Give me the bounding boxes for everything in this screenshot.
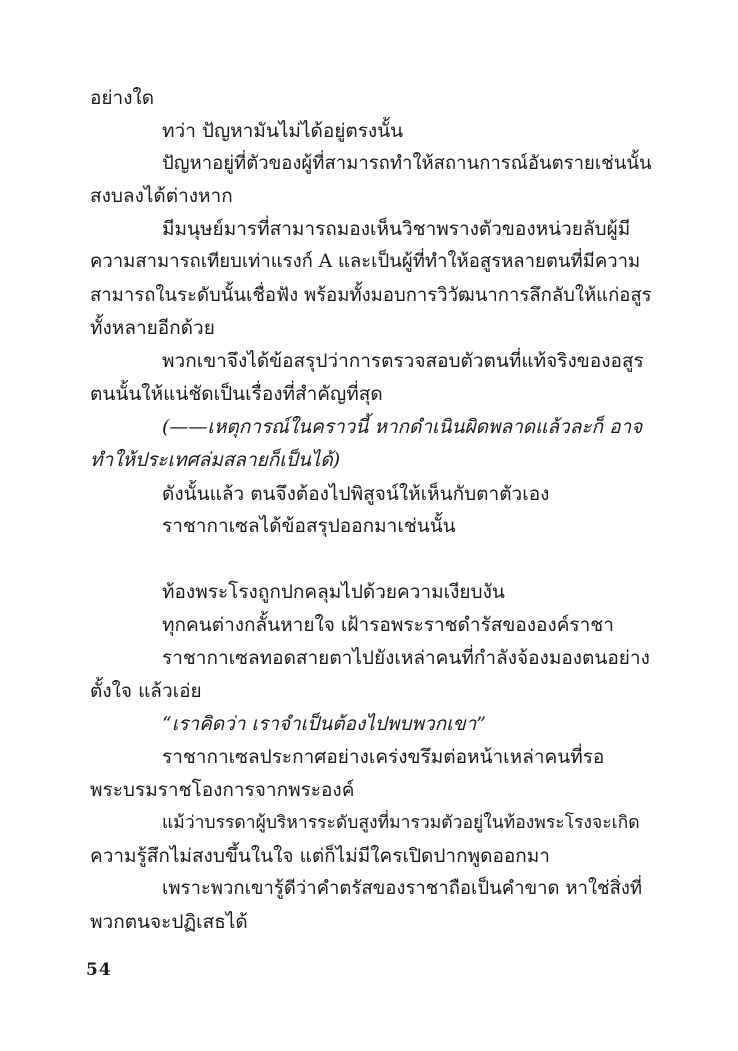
text-line: ความรู้สึกไม่สงบขึ้นในใจ แต่ก็ไม่มีใครเปิดปากพูดออกมา <box>90 845 550 867</box>
text-line: อย่างใด <box>90 87 155 109</box>
text-line: แม้ว่าบรรดาผู้บริหารระดับสูงที่มารวมตัวอยู่ในท้องพระโรงจะเกิด <box>162 813 640 833</box>
text-line: พวกตนจะปฏิเสธได้ <box>90 911 248 933</box>
italic-text-line: ทำให้ประเทศล่มสลายก็เป็นได้) <box>90 449 341 471</box>
text-line: ราชากาเซลทอดสายตาไปยังเหล่าคนที่กำลังจ้องมองตนอย่าง <box>162 647 650 669</box>
text-line: เพราะพวกเขารู้ดีว่าคำตรัสของราชาถือเป็นคำขาด หาใช่สิ่งที่ <box>162 878 643 899</box>
text-line: ตนนั้นให้แน่ชัดเป็นเรื่องที่สำคัญที่สุด <box>90 383 383 405</box>
text-line: ดังนั้นแล้ว ตนจึงต้องไปพิสูจน์ให้เห็นกับตาตัวเอง <box>162 483 550 505</box>
text-line: ราชากาเซลได้ข้อสรุปออกมาเช่นนั้น <box>162 515 456 537</box>
text-line: ทุกคนต่างกลั้นหายใจ เฝ้ารอพระราชดำรัสขององค์ราชา <box>162 614 614 636</box>
text-line: ท้องพระโรงถูกปกคลุมไปด้วยความเงียบงัน <box>162 581 505 603</box>
text-line: ทว่า ปัญหามันไม่ได้อยู่ตรงนั้น <box>162 120 404 142</box>
italic-text-line: (——เหตุการณ์ในคราวนี้ หากดำเนินผิดพลาดแล้วละก็ อาจ <box>162 416 643 438</box>
page-number: 54 <box>86 960 112 980</box>
text-line: สงบลงได้ต่างหาก <box>90 185 233 207</box>
text-line: พวกเขาจึงได้ข้อสรุปว่าการตรวจสอบตัวตนที่แท้จริงของอสูร <box>162 350 644 372</box>
text-line: มีมนุษย์มารที่สามารถมองเห็นวิชาพรางตัวของหน่วยลับผู้มี <box>162 218 631 240</box>
text-line: ความสามารถเทียบเท่าแรงก์ A และเป็นผู้ที่ทำให้อสูรหลายตนที่มีความ <box>90 251 641 272</box>
text-line: พระบรมราชโองการจากพระองค์ <box>90 779 355 801</box>
text-line: สามารถในระดับนั้นเชื่อฟัง พร้อมทั้งมอบการวิวัฒนาการลึกลับให้แก่อสูร <box>90 285 652 306</box>
text-line: ตั้งใจ แล้วเอ่ย <box>90 680 202 702</box>
italic-quote-line: “เราคิดว่า เราจำเป็นต้องไปพบพวกเขา” <box>162 713 487 735</box>
text-line: ปัญหาอยู่ที่ตัวของผู้ที่สามารถทำให้สถานการณ์อันตรายเช่นนั้น <box>162 153 652 174</box>
text-line: ทั้งหลายอีกด้วย <box>90 317 215 339</box>
text-line: ราชากาเซลประกาศอย่างเคร่งขรึมต่อหน้าเหล่าคนที่รอ <box>162 746 605 768</box>
